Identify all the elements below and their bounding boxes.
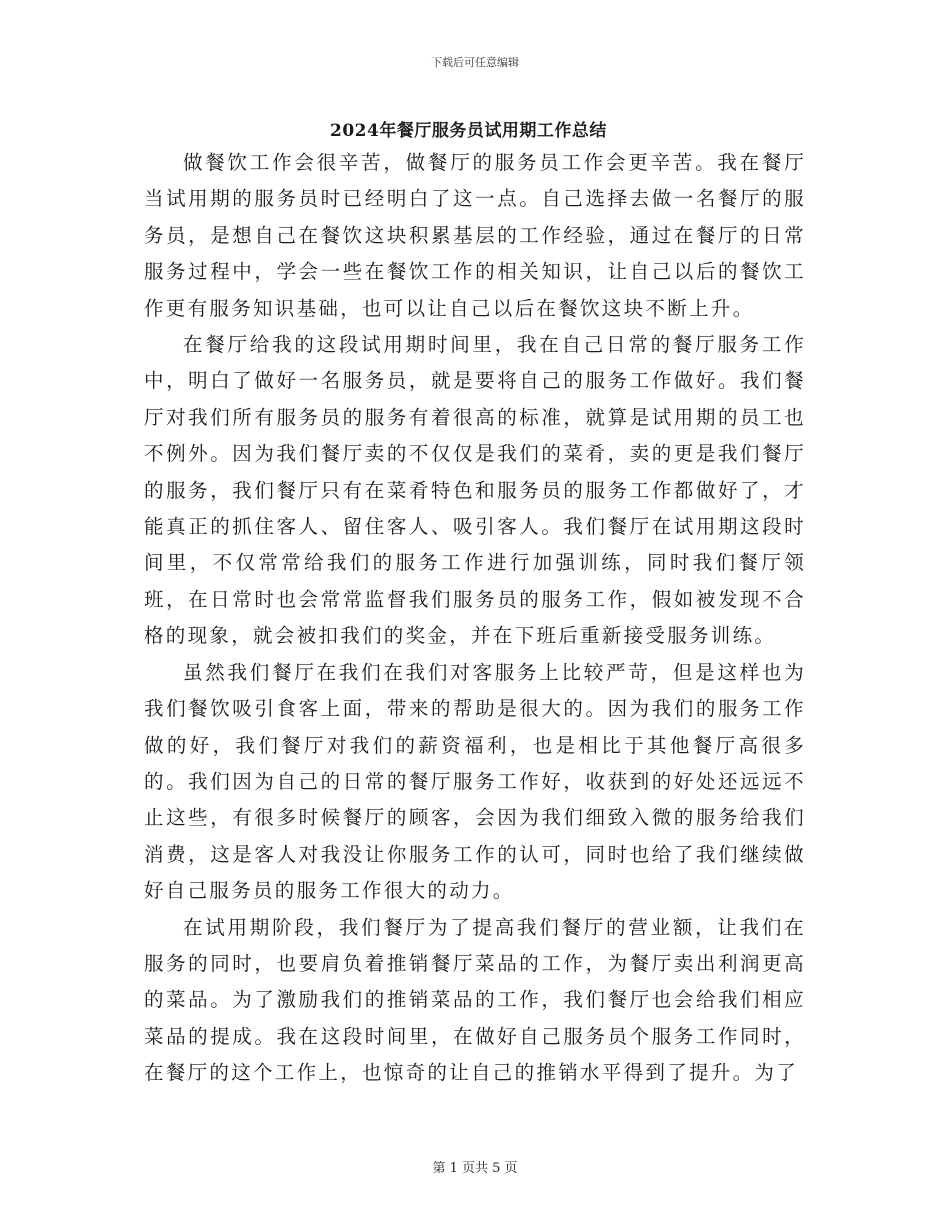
- document-title: 2024年餐厅服务员试用期工作总结: [330, 121, 607, 141]
- document-body: [144, 145, 806, 1092]
- paragraph-1: 做餐饮工作会很辛苦，做餐厅的服务员工作会更辛苦。我在餐厅当试用期的服务员时已经明白了这一点。自己选择去做一名餐厅的服务员，是想自己在餐饮这块积累基层的工作经验，通过在餐厅的日常服务过程中，学会一些在餐饮工作的相关知识，让自己以后的餐饮工作更有服务知识基础，也可以让自己以后在餐饮这块不断上升。: [144, 151, 806, 320]
- paragraph-2: 在餐厅给我的这段试用期时间里，我在自己日常的餐厅服务工作中，明白了做好一名服务员，就是要将自己的服务工作做好。我们餐厅对我们所有服务员的服务有着很高的标准，就算是试用期的员工也不例外。因为我们餐厅卖的不仅仅是我们的菜肴，卖的更是我们餐厅的服务，我们餐厅只有在菜肴特色和服务员的服务工作都做好了，才能真正的抓住客人、留住客人、吸引客人。我们餐厅在试用期这段时间里，不仅常常给我们的服务工作进行加强训练，同时我们餐厅领班，在日常时也会常常监督我们服务员的服务工作，假如被发现不合格的现象，就会被扣我们的奖金，并在下班后重新接受服务训练。: [144, 333, 806, 648]
- page-number: 第 1 页共 5 页: [432, 1161, 518, 1176]
- paragraph-4: 在试用期阶段，我们餐厅为了提高我们餐厅的营业额，让我们在服务的同时，也要肩负着推销餐厅菜品的工作，为餐厅卖出利润更高的菜品。为了激励我们的推销菜品的工作，我们餐厅也会给我们相应菜品的提成。我在这段时间里，在做好自己服务员个服务工作同时，在餐厅的这个工作上，也惊奇的让自己的推销水平得到了提升。为了: [144, 915, 806, 1085]
- paragraph-3: 虽然我们餐厅在我们在我们对客服务上比较严苛，但是这样也为我们餐饮吸引食客上面，带来的帮助是很大的。因为我们的服务工作做的好，我们餐厅对我们的薪资福利，也是相比于其他餐厅高很多的。我们因为自己的日常的餐厅服务工作好，收获到的好处还远远不止这些，有很多时候餐厅的顾客，会因为我们细致入微的服务给我们消费，这是客人对我没让你服务工作的认可，同时也给了我们继续做好自己服务员的服务工作很大的动力。: [144, 660, 806, 903]
- header-note: 下载后可任意编辑: [431, 56, 519, 69]
